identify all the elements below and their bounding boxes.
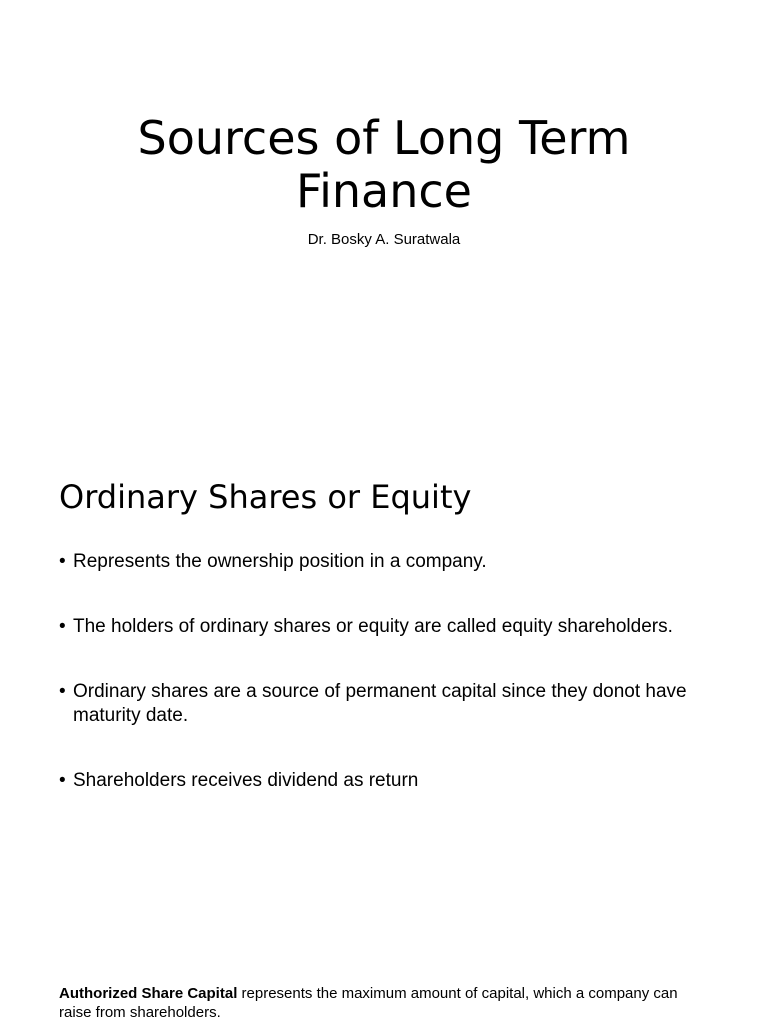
bullet-text: The holders of ordinary shares or equity are called equity shareholders. bbox=[73, 616, 673, 637]
footnote-text: represents the maximum amount of capital, which a company can raise from shareholders. bbox=[59, 985, 678, 1021]
bullet-list bbox=[59, 550, 699, 793]
author-name: Dr. Bosky A. Suratwala bbox=[307, 231, 461, 248]
bullet-text: Represents the ownership position in a company. bbox=[73, 551, 487, 572]
section-heading: Ordinary Shares or Equity bbox=[59, 478, 472, 516]
bullet-icon: • bbox=[59, 681, 66, 702]
footnote-term: Authorized Share Capital bbox=[59, 985, 238, 1002]
bullet-item bbox=[59, 680, 699, 728]
bullet-icon: • bbox=[59, 616, 66, 637]
bullet-item bbox=[59, 550, 699, 574]
bullet-item bbox=[59, 769, 699, 793]
slide-title: Sources of Long Term Finance bbox=[137, 111, 631, 218]
bullet-text: Ordinary shares are a source of permanent capital since they donot have maturity date. bbox=[73, 681, 687, 726]
bullet-text: Shareholders receives dividend as return bbox=[73, 770, 419, 791]
bullet-icon: • bbox=[59, 770, 66, 791]
footnote bbox=[59, 984, 699, 1022]
bullet-icon: • bbox=[59, 551, 66, 572]
bullet-item bbox=[59, 615, 699, 639]
